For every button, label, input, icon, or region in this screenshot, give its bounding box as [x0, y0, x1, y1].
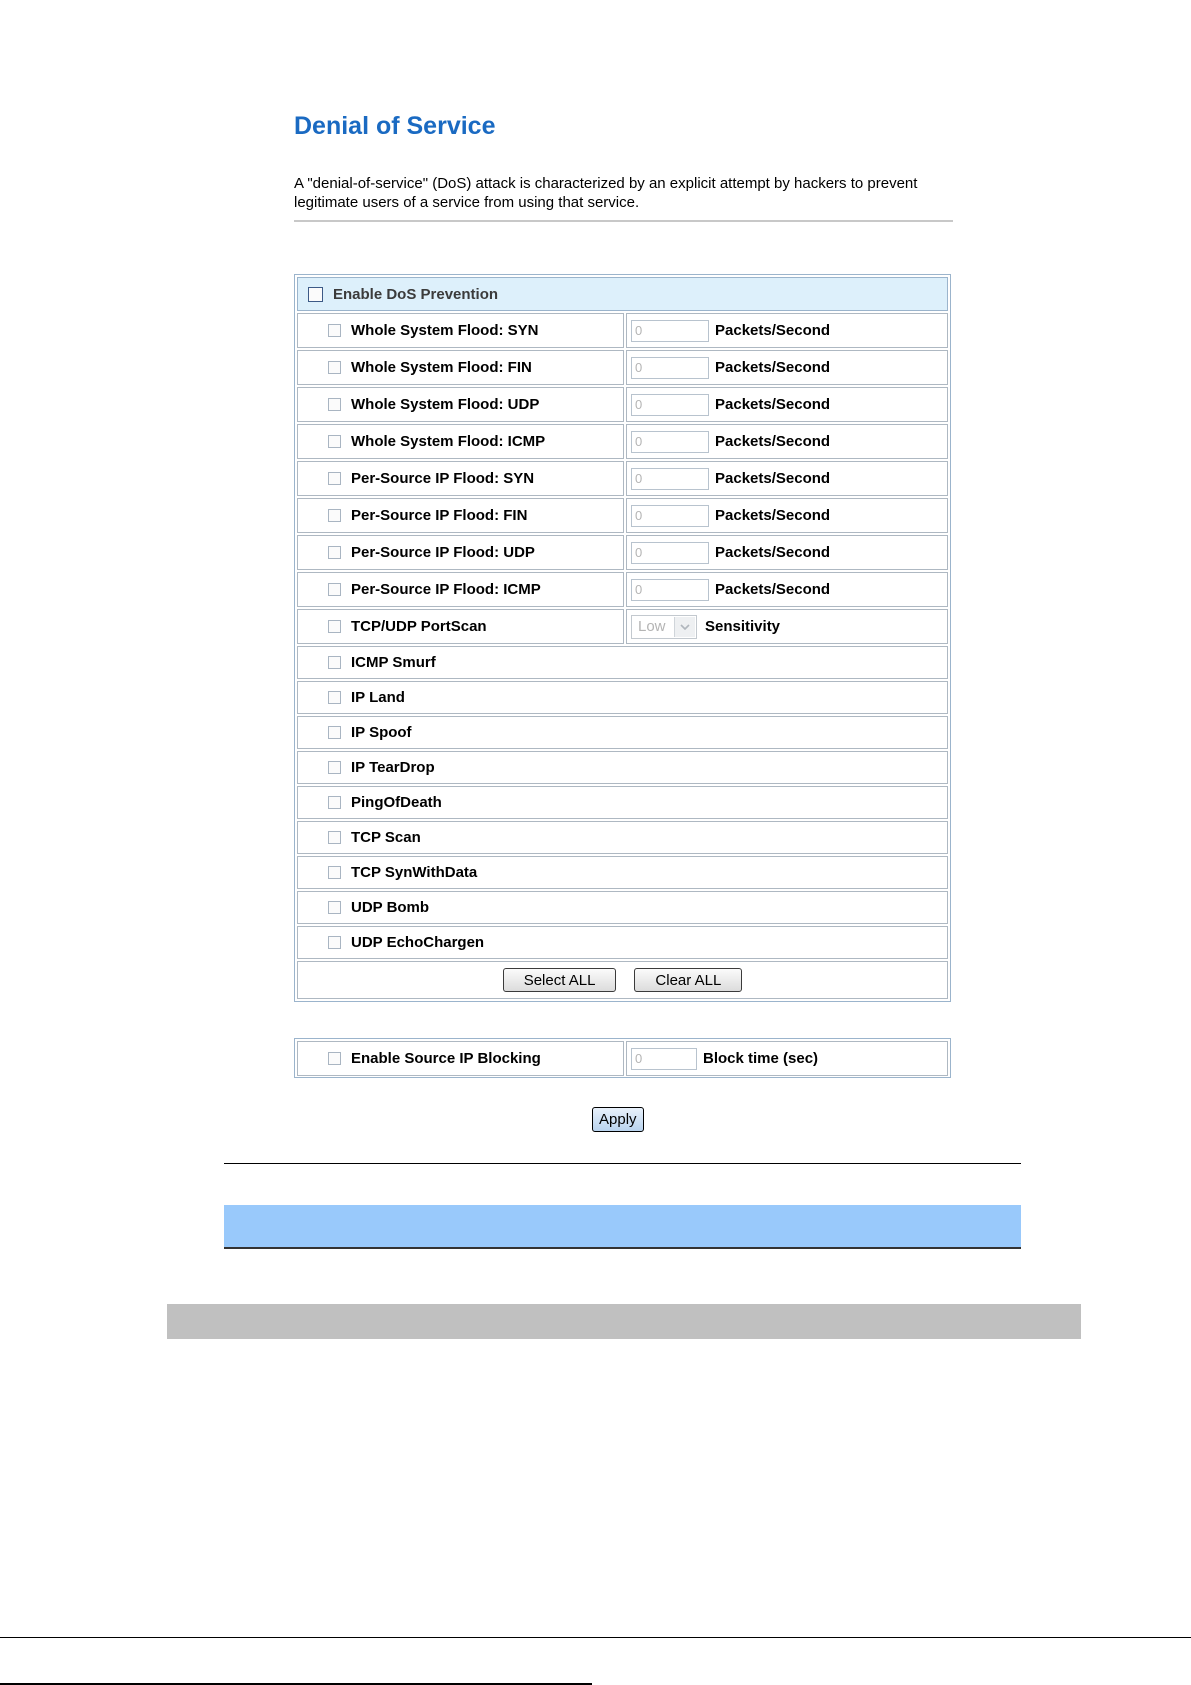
- rate-unit: Packets/Second: [715, 359, 831, 376]
- protection-row: [297, 856, 948, 889]
- protection-checkbox[interactable]: [328, 726, 341, 739]
- source-blocking-label: Enable Source IP Blocking: [351, 1050, 541, 1067]
- buttons-row: [297, 961, 948, 999]
- rate-unit: Packets/Second: [715, 507, 831, 524]
- sensitivity-label: Sensitivity: [705, 618, 781, 635]
- flood-label: Per-Source IP Flood: SYN: [351, 470, 535, 487]
- flood-label: Per-Source IP Flood: UDP: [351, 544, 535, 561]
- protection-row: [297, 716, 948, 749]
- protection-row: [297, 681, 948, 714]
- protection-row: [297, 751, 948, 784]
- rate-input[interactable]: [631, 394, 709, 416]
- select-all-button[interactable]: Select ALL: [503, 968, 617, 992]
- source-blocking-row: [297, 1041, 948, 1076]
- protection-label: IP Spoof: [351, 724, 412, 741]
- rate-unit: Packets/Second: [715, 433, 831, 450]
- rate-row: [297, 387, 948, 422]
- footer-divider: [0, 1637, 1191, 1638]
- rate-row: [297, 313, 948, 348]
- protection-row: [297, 786, 948, 819]
- portscan-label: TCP/UDP PortScan: [351, 618, 487, 635]
- grey-bar: [167, 1304, 1081, 1339]
- block-time-label: Block time (sec): [703, 1050, 819, 1067]
- protection-row: [297, 646, 948, 679]
- flood-checkbox[interactable]: [328, 435, 341, 448]
- flood-checkbox[interactable]: [328, 472, 341, 485]
- protection-checkbox[interactable]: [328, 901, 341, 914]
- enable-dos-label: Enable DoS Prevention: [333, 285, 499, 303]
- protection-row: [297, 891, 948, 924]
- rate-input[interactable]: [631, 320, 709, 342]
- rate-input[interactable]: [631, 431, 709, 453]
- sensitivity-value: Low: [638, 618, 666, 635]
- chevron-down-icon: [674, 617, 695, 637]
- flood-checkbox[interactable]: [328, 398, 341, 411]
- rate-row: [297, 461, 948, 496]
- flood-checkbox[interactable]: [328, 361, 341, 374]
- flood-label: Whole System Flood: ICMP: [351, 433, 546, 450]
- flood-checkbox[interactable]: [328, 324, 341, 337]
- rate-input[interactable]: [631, 542, 709, 564]
- flood-checkbox[interactable]: [328, 583, 341, 596]
- protection-label: TCP SynWithData: [351, 864, 478, 881]
- protection-checkbox[interactable]: [328, 796, 341, 809]
- divider: [224, 1163, 1021, 1164]
- protection-label: UDP Bomb: [351, 899, 430, 916]
- rate-input[interactable]: [631, 468, 709, 490]
- page-description: A "denial-of-service" (DoS) attack is characterized by an explicit attempt by hackers to prevent legitimate users of a service from using that service.: [294, 175, 918, 211]
- portscan-row: [297, 609, 948, 644]
- flood-label: Per-Source IP Flood: FIN: [351, 507, 528, 524]
- protection-checkbox[interactable]: [328, 656, 341, 669]
- protection-checkbox[interactable]: [328, 691, 341, 704]
- flood-label: Per-Source IP Flood: ICMP: [351, 581, 541, 598]
- protection-label: TCP Scan: [351, 829, 421, 846]
- rate-input[interactable]: [631, 579, 709, 601]
- rate-unit: Packets/Second: [715, 322, 831, 339]
- rate-unit: Packets/Second: [715, 470, 831, 487]
- sensitivity-select[interactable]: [631, 615, 697, 639]
- protection-label: IP Land: [351, 689, 405, 706]
- protection-checkbox[interactable]: [328, 831, 341, 844]
- dos-settings-panel: [294, 274, 951, 1002]
- block-time-input[interactable]: [631, 1048, 697, 1070]
- flood-label: Whole System Flood: SYN: [351, 322, 539, 339]
- flood-checkbox[interactable]: [328, 546, 341, 559]
- rate-row: [297, 350, 948, 385]
- rate-unit: Packets/Second: [715, 581, 831, 598]
- flood-checkbox[interactable]: [328, 509, 341, 522]
- clear-all-button[interactable]: Clear ALL: [634, 968, 742, 992]
- rate-input[interactable]: [631, 357, 709, 379]
- protection-row: [297, 821, 948, 854]
- blue-bar: [224, 1205, 1021, 1249]
- protection-label: ICMP Smurf: [351, 654, 436, 671]
- flood-label: Whole System Flood: FIN: [351, 359, 532, 376]
- protection-checkbox[interactable]: [328, 866, 341, 879]
- protection-label: UDP EchoChargen: [351, 934, 485, 951]
- rate-unit: Packets/Second: [715, 396, 831, 413]
- rate-row: [297, 498, 948, 533]
- apply-button[interactable]: Apply: [592, 1107, 644, 1132]
- rate-row: [297, 535, 948, 570]
- protection-label: PingOfDeath: [351, 794, 442, 811]
- rate-unit: Packets/Second: [715, 544, 831, 561]
- flood-label: Whole System Flood: UDP: [351, 396, 540, 413]
- portscan-checkbox[interactable]: [328, 620, 341, 633]
- source-blocking-checkbox[interactable]: [328, 1052, 341, 1065]
- divider: [294, 220, 953, 222]
- protection-checkbox[interactable]: [328, 761, 341, 774]
- protection-label: IP TearDrop: [351, 759, 435, 776]
- enable-dos-checkbox[interactable]: [308, 287, 323, 302]
- source-blocking-panel: [294, 1038, 951, 1078]
- enable-dos-row: [297, 277, 948, 311]
- rate-input[interactable]: [631, 505, 709, 527]
- protection-checkbox[interactable]: [328, 936, 341, 949]
- protection-row: [297, 926, 948, 959]
- page-title: Denial of Service: [294, 112, 496, 140]
- rate-row: [297, 572, 948, 607]
- rate-row: [297, 424, 948, 459]
